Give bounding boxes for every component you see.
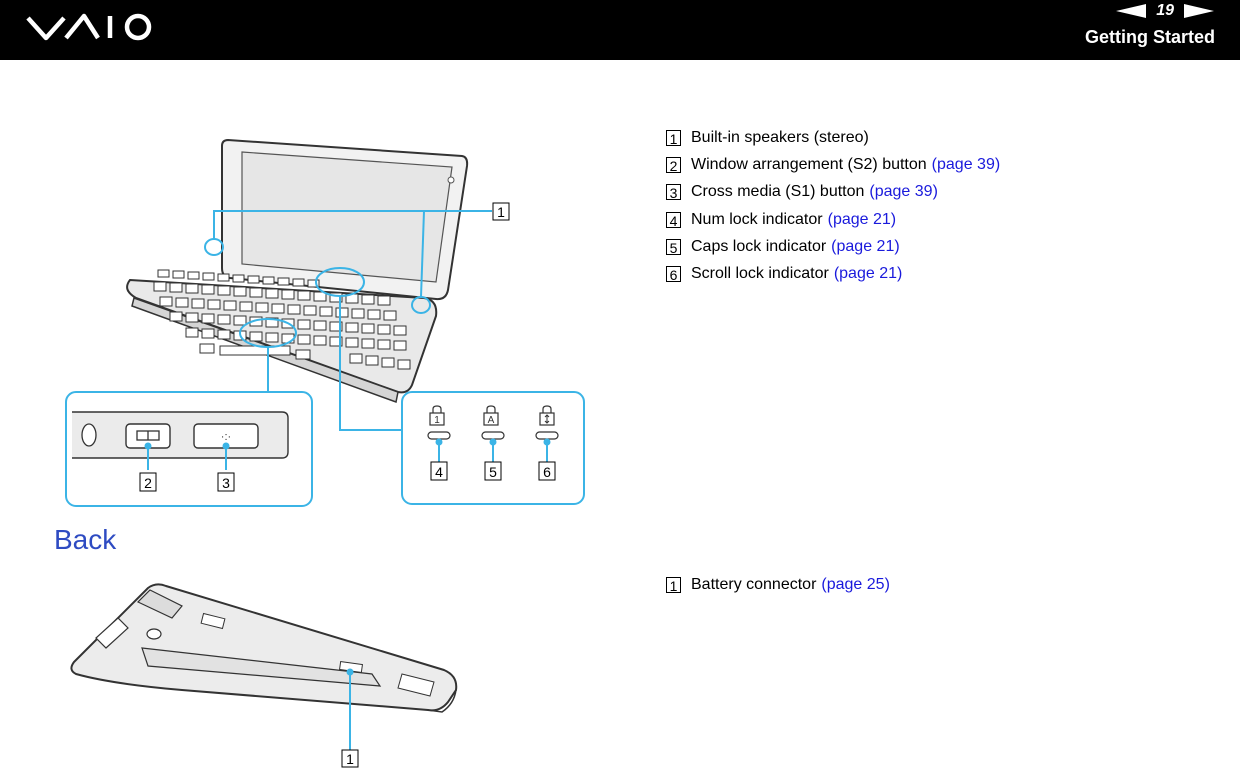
indicator-detail-inset [402,392,584,504]
front-legend [666,124,1000,288]
legend-item: 1 Built-in speakers (stereo) [666,124,1000,151]
laptop-back-figure [62,578,462,768]
legend-item: 6 Scroll lock indicator (page 21) [666,260,1000,287]
page-header [0,0,1240,60]
back-legend [666,571,890,598]
button-detail-inset [66,392,312,506]
page-link[interactable]: (page 39) [869,183,938,201]
legend-item: 3 Cross media (S1) button (page 39) [666,179,1000,206]
laptop-front-figure [60,130,590,510]
callout-2 [140,473,156,491]
header-title: Getting Started [1084,27,1215,47]
page-link[interactable]: (page 21) [833,265,903,283]
svg-text:2: 2 [144,475,152,491]
svg-text:1: 1 [434,415,440,426]
svg-text:1: 1 [497,204,505,220]
svg-text:6: 6 [543,464,551,480]
callout-6 [539,462,555,480]
section-title-back: Back [54,524,117,555]
page-link[interactable]: (page 25) [821,575,890,593]
page-link[interactable]: (page 21) [827,210,897,228]
callout-1 [493,203,509,220]
svg-text:·:·: ·:· [220,431,232,443]
callout-1 [342,750,358,767]
legend-item: 5 Caps lock indicator (page 21) [666,233,1000,260]
page-number: 19 [1156,1,1174,19]
callout-5 [485,462,501,480]
svg-text:3: 3 [222,475,230,491]
svg-text:5: 5 [489,464,497,480]
page-link[interactable]: (page 21) [831,237,900,255]
svg-text:4: 4 [435,464,443,480]
legend-item: 4 Num lock indicator (page 21) [666,206,1000,233]
page-link[interactable]: (page 39) [931,155,1001,173]
svg-text:1: 1 [346,751,354,767]
right-arrow-icon[interactable] [1184,4,1214,18]
page-navigation [1116,0,1214,18]
left-arrow-icon[interactable] [1116,4,1146,18]
vaio-logo [26,10,156,42]
callout-3 [218,473,234,491]
callout-4 [431,462,447,480]
legend-item: 2 Window arrangement (S2) button (page 39) [666,151,1000,178]
legend-item: 1 Battery connector (page 25) [666,571,890,598]
svg-text:A: A [487,415,495,426]
